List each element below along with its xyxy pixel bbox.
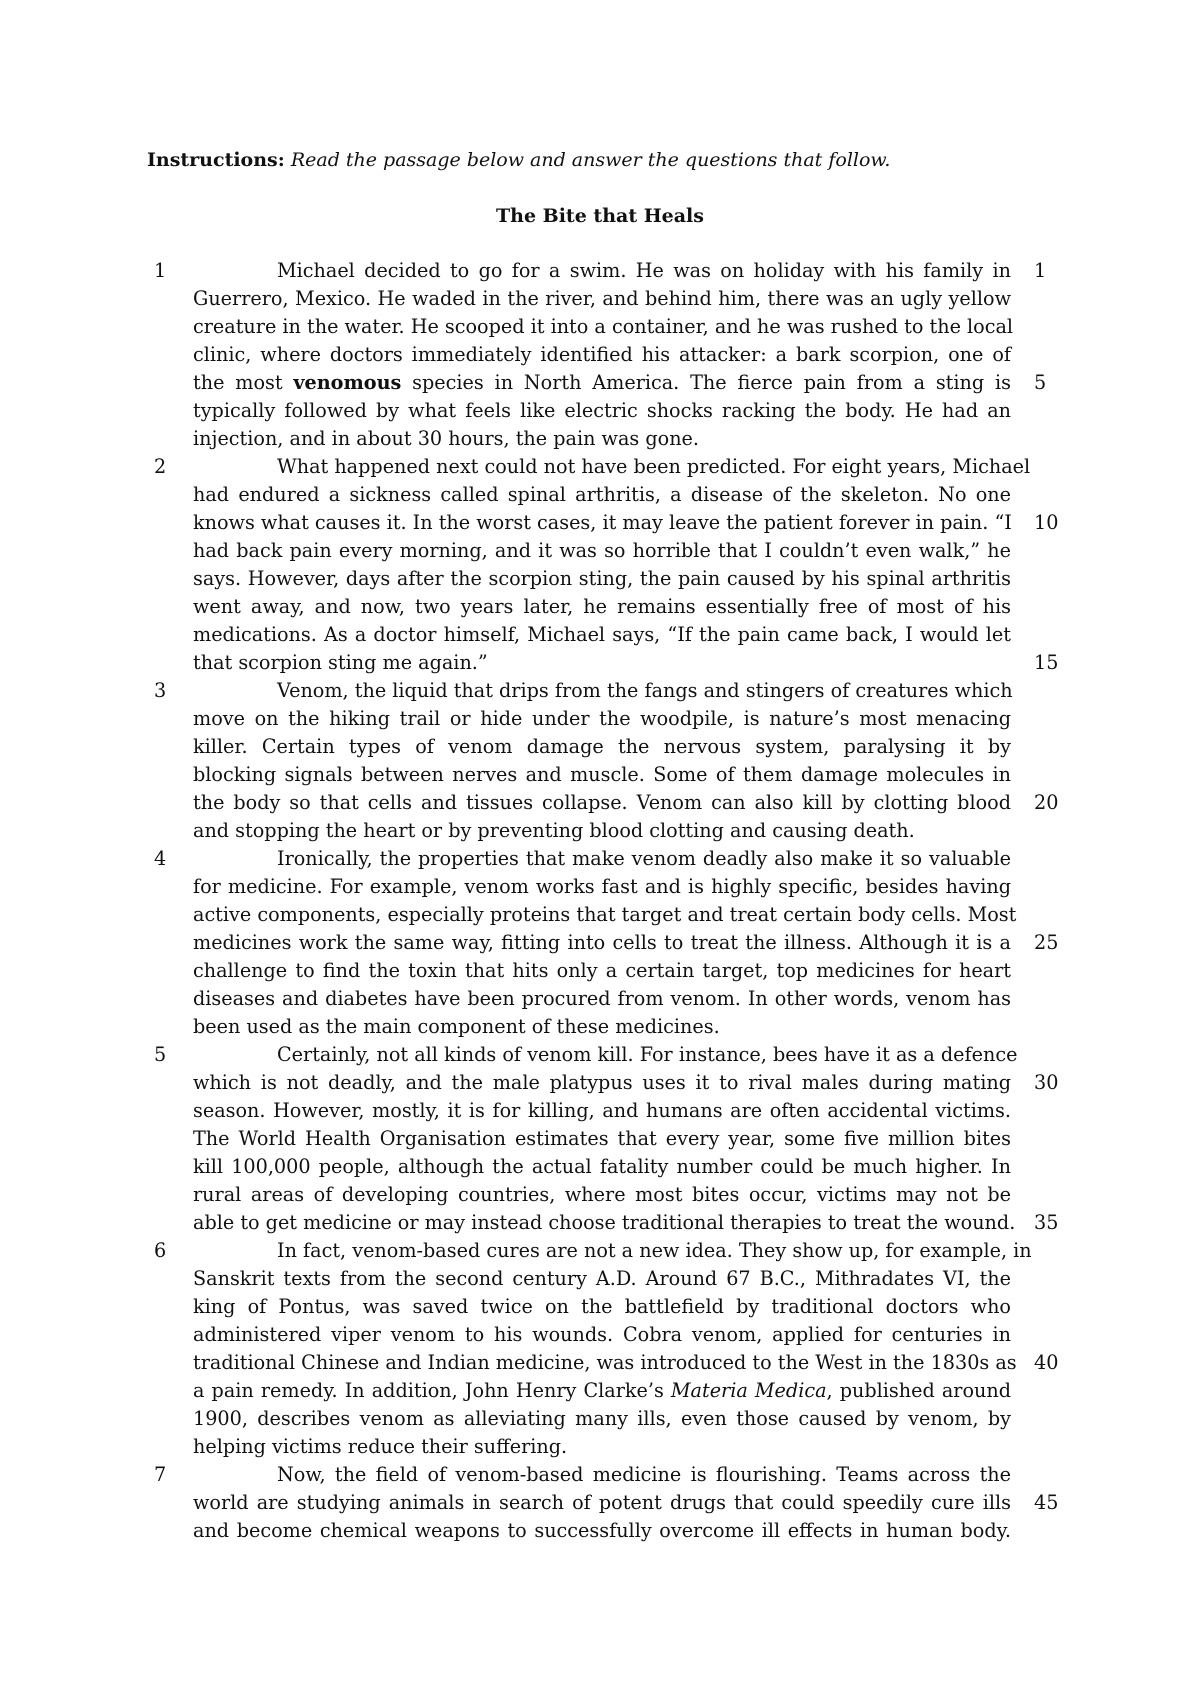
passage-line	[0, 1489, 1200, 1517]
line-text: and become chemical weapons to successfully overcome ill effects in human body.	[193, 1519, 1011, 1542]
line-text: which is not deadly, and the male platypus uses it to rival males during mating	[193, 1071, 1011, 1094]
line-text: clinic, where doctors immediately identified his attacker: a bark scorpion, one of	[193, 343, 1011, 366]
passage-line	[0, 453, 1200, 481]
passage-line	[0, 341, 1200, 369]
paragraph-number: 4	[154, 847, 167, 870]
passage-line	[0, 649, 1200, 677]
line-text: season. However, mostly, it is for killing, and humans are often accidental victims.	[193, 1099, 1011, 1122]
line-text: Ironically, the properties that make venom deadly also make it so valuable	[277, 847, 1011, 870]
passage-line	[0, 957, 1200, 985]
passage-line	[0, 1069, 1200, 1097]
line-text: went away, and now, two years later, he remains essentially free of most of his	[193, 595, 1011, 618]
line-text: What happened next could not have been predicted. For eight years, Michael	[277, 455, 1031, 478]
line-text: killer. Certain types of venom damage the nervous system, paralysing it by	[193, 735, 1011, 758]
paragraph-number: 7	[154, 1463, 167, 1486]
line-text: diseases and diabetes have been procured from venom. In other words, venom has	[193, 987, 1011, 1010]
line-number: 25	[1034, 931, 1059, 954]
line-number: 5	[1034, 371, 1047, 394]
instructions-text: Read the passage below and answer the questions that follow.	[290, 149, 891, 171]
line-number: 15	[1034, 651, 1059, 674]
line-text: Certainly, not all kinds of venom kill. For instance, bees have it as a defence	[277, 1043, 1018, 1066]
passage-line	[0, 621, 1200, 649]
line-text: Now, the field of venom-based medicine is flourishing. Teams across the	[277, 1463, 1011, 1486]
passage-line	[0, 705, 1200, 733]
line-text: Sanskrit texts from the second century A.D. Around 67 B.C., Mithradates VI, the	[193, 1267, 1011, 1290]
line-text: active components, especially proteins that target and treat certain body cells. Most	[193, 903, 1017, 926]
passage-line	[0, 1041, 1200, 1069]
line-text: world are studying animals in search of potent drugs that could speedily cure ills	[193, 1491, 1011, 1514]
line-text: blocking signals between nerves and muscle. Some of them damage molecules in	[193, 763, 1011, 786]
line-text: traditional Chinese and Indian medicine, was introduced to the West in the 1830s as	[193, 1351, 1017, 1374]
line-number: 45	[1034, 1491, 1059, 1514]
line-text: medications. As a doctor himself, Michael says, “If the pain came back, I would let	[193, 623, 1011, 646]
line-text: had endured a sickness called spinal arthritis, a disease of the skeleton. No one	[193, 483, 1011, 506]
line-text: says. However, days after the scorpion sting, the pain caused by his spinal arthritis	[193, 567, 1011, 590]
passage-line	[0, 313, 1200, 341]
instructions-label: Instructions:	[147, 149, 285, 171]
passage-line	[0, 845, 1200, 873]
passage-line	[0, 369, 1200, 397]
passage-line	[0, 537, 1200, 565]
passage-line	[0, 901, 1200, 929]
line-text: able to get medicine or may instead choose traditional therapies to treat the wound.	[193, 1211, 1016, 1234]
line-text: Venom, the liquid that drips from the fangs and stingers of creatures which	[277, 679, 1013, 702]
paragraph-number: 6	[154, 1239, 167, 1262]
line-text: been used as the main component of these medicines.	[193, 1015, 720, 1038]
line-text: and stopping the heart or by preventing blood clotting and causing death.	[193, 819, 915, 842]
paragraph-number: 5	[154, 1043, 167, 1066]
passage-line	[0, 1125, 1200, 1153]
passage-line	[0, 1153, 1200, 1181]
line-text: injection, and in about 30 hours, the pain was gone.	[193, 427, 700, 450]
keyword-bold: venomous	[293, 371, 402, 394]
passage-line	[0, 1405, 1200, 1433]
line-text	[193, 1377, 1011, 1405]
line-text: In fact, venom-based cures are not a new idea. They show up, for example, in	[277, 1239, 1032, 1262]
passage-line	[0, 817, 1200, 845]
line-number: 35	[1034, 1211, 1059, 1234]
passage-body	[0, 257, 1200, 1545]
line-text: Michael decided to go for a swim. He was on holiday with his family in	[277, 259, 1011, 282]
line-text: 1900, describes venom as alleviating many ills, even those caused by venom, by	[193, 1407, 1011, 1430]
passage-line	[0, 1209, 1200, 1237]
line-number: 30	[1034, 1071, 1059, 1094]
line-text: challenge to find the toxin that hits only a certain target, top medicines for heart	[193, 959, 1011, 982]
passage-line	[0, 761, 1200, 789]
passage-line	[0, 285, 1200, 313]
passage-line	[0, 1433, 1200, 1461]
line-text: rural areas of developing countries, where most bites occur, victims may not be	[193, 1183, 1011, 1206]
line-text	[193, 369, 1011, 397]
line-text: had back pain every morning, and it was so horrible that I couldn’t even walk,” he	[193, 539, 1011, 562]
passage-line	[0, 1461, 1200, 1489]
passage-line	[0, 1181, 1200, 1209]
line-text: The World Health Organisation estimates that every year, some five million bites	[193, 1127, 1011, 1150]
passage-line	[0, 789, 1200, 817]
passage-line	[0, 929, 1200, 957]
passage-line	[0, 481, 1200, 509]
paragraph-number: 2	[154, 455, 167, 478]
passage-line	[0, 1321, 1200, 1349]
line-text: typically followed by what feels like electric shocks racking the body. He had an	[193, 399, 1011, 422]
passage-line	[0, 677, 1200, 705]
line-number: 10	[1034, 511, 1059, 534]
line-number: 20	[1034, 791, 1059, 814]
line-text-part: the most	[193, 371, 294, 394]
line-text: helping victims reduce their suffering.	[193, 1435, 568, 1458]
line-text: creature in the water. He scooped it into a container, and he was rushed to the local	[193, 315, 1014, 338]
paragraph-number: 3	[154, 679, 167, 702]
passage-line	[0, 593, 1200, 621]
line-text-part: , published around	[826, 1379, 1012, 1402]
book-title-italic: Materia Medica	[670, 1379, 827, 1402]
line-number: 40	[1034, 1351, 1059, 1374]
line-text: move on the hiking trail or hide under the woodpile, is nature’s most menacing	[193, 707, 1011, 730]
line-text: king of Pontus, was saved twice on the battlefield by traditional doctors who	[193, 1295, 1011, 1318]
line-text-part: species in North America. The fierce pain from a sting is	[401, 371, 1011, 394]
line-text: the body so that cells and tissues collapse. Venom can also kill by clotting blood	[193, 791, 1011, 814]
passage-line	[0, 425, 1200, 453]
line-number: 1	[1034, 259, 1047, 282]
line-text: administered viper venom to his wounds. Cobra venom, applied for centuries in	[193, 1323, 1011, 1346]
line-text: kill 100,000 people, although the actual fatality number could be much higher. In	[193, 1155, 1011, 1178]
passage-line	[0, 985, 1200, 1013]
passage-line	[0, 873, 1200, 901]
passage-line	[0, 1293, 1200, 1321]
passage-title: The Bite that Heals	[496, 205, 704, 227]
passage-line	[0, 1237, 1200, 1265]
line-text: medicines work the same way, fitting into cells to treat the illness. Although it is a	[193, 931, 1011, 954]
passage-line	[0, 1349, 1200, 1377]
passage-line	[0, 1265, 1200, 1293]
paragraph-number: 1	[154, 259, 167, 282]
line-text: for medicine. For example, venom works fast and is highly specific, besides having	[193, 875, 1011, 898]
line-text-part: a pain remedy. In addition, John Henry Clarke’s	[193, 1379, 671, 1402]
passage-line	[0, 1097, 1200, 1125]
line-text: Guerrero, Mexico. He waded in the river, and behind him, there was an ugly yellow	[193, 287, 1011, 310]
passage-line	[0, 1377, 1200, 1405]
passage-line	[0, 509, 1200, 537]
passage-line	[0, 1517, 1200, 1545]
passage-line	[0, 565, 1200, 593]
passage-line	[0, 397, 1200, 425]
passage-line	[0, 733, 1200, 761]
instructions	[147, 146, 1047, 174]
line-text: that scorpion sting me again.”	[193, 651, 488, 674]
passage-line	[0, 257, 1200, 285]
passage-line	[0, 1013, 1200, 1041]
line-text: knows what causes it. In the worst cases, it may leave the patient forever in pain. “I	[193, 511, 1012, 534]
